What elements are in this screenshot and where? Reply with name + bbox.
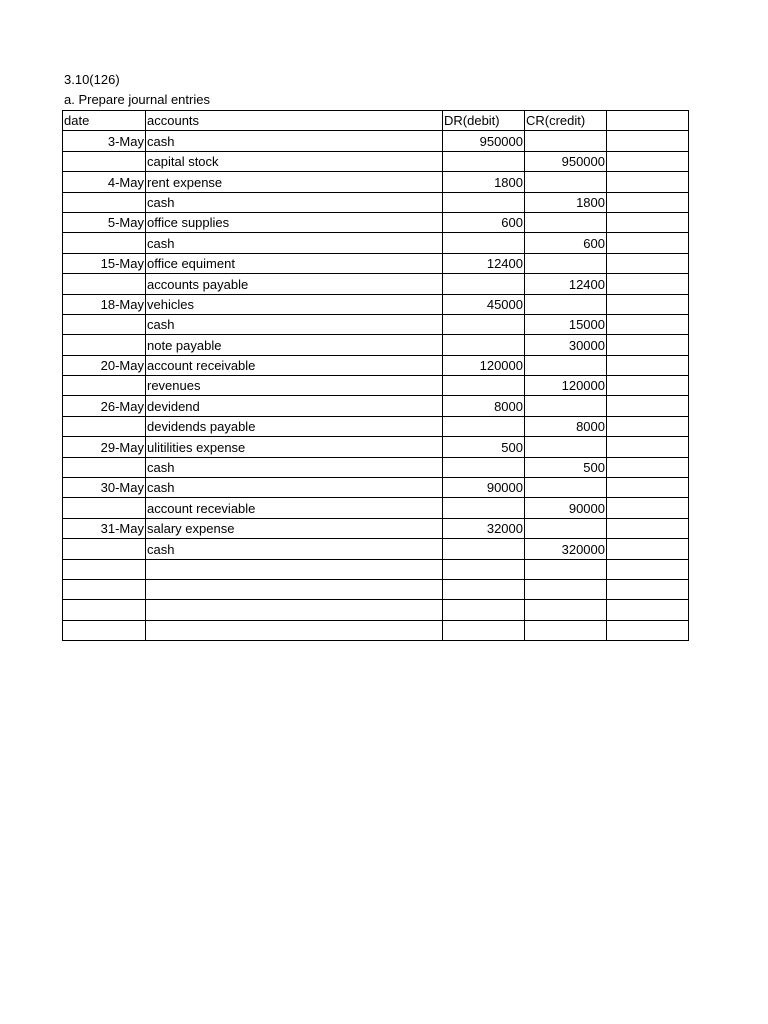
journal-table — [62, 110, 689, 641]
cell-debit[interactable]: 500 — [443, 437, 525, 457]
cell-date[interactable]: 5-May — [63, 212, 146, 232]
cell-date[interactable] — [63, 457, 146, 477]
cell-date[interactable]: 20-May — [63, 355, 146, 375]
cell-credit[interactable] — [525, 620, 607, 640]
cell-date[interactable] — [63, 274, 146, 294]
table-row — [63, 457, 689, 477]
cell-credit[interactable] — [525, 478, 607, 498]
table-row — [63, 274, 689, 294]
header-credit[interactable]: CR(credit) — [525, 111, 607, 131]
table-row — [63, 518, 689, 538]
table-row — [63, 355, 689, 375]
table-row — [63, 253, 689, 273]
cell-credit[interactable]: 320000 — [525, 539, 607, 559]
cell-account[interactable]: ulitilities expense — [146, 437, 443, 457]
cell-account[interactable]: account receviable — [146, 498, 443, 518]
table-row — [63, 376, 689, 396]
cell-extra[interactable] — [607, 172, 689, 192]
header-row — [63, 111, 689, 131]
table-row — [63, 192, 689, 212]
table-row — [63, 151, 689, 171]
cell-credit[interactable]: 950000 — [525, 151, 607, 171]
cell-date[interactable]: 30-May — [63, 478, 146, 498]
cell-debit[interactable] — [443, 274, 525, 294]
cell-debit[interactable]: 90000 — [443, 478, 525, 498]
cell-credit[interactable]: 90000 — [525, 498, 607, 518]
header-accounts[interactable]: accounts — [146, 111, 443, 131]
cell-debit[interactable] — [443, 151, 525, 171]
cell-credit[interactable] — [525, 294, 607, 314]
cell-extra[interactable] — [607, 539, 689, 559]
cell-date[interactable] — [63, 416, 146, 436]
cell-credit[interactable] — [525, 518, 607, 538]
cell-credit[interactable]: 1800 — [525, 192, 607, 212]
cell-date[interactable] — [63, 579, 146, 599]
cell-credit[interactable] — [525, 559, 607, 579]
table-row — [63, 396, 689, 416]
cell-credit[interactable]: 500 — [525, 457, 607, 477]
table-row — [63, 620, 689, 640]
cell-extra[interactable] — [607, 518, 689, 538]
cell-date[interactable] — [63, 233, 146, 253]
table-row — [63, 579, 689, 599]
cell-date[interactable] — [63, 376, 146, 396]
cell-debit[interactable] — [443, 620, 525, 640]
cell-account[interactable]: cash — [146, 539, 443, 559]
cell-debit[interactable] — [443, 335, 525, 355]
cell-debit[interactable]: 1800 — [443, 172, 525, 192]
cell-date[interactable] — [63, 498, 146, 518]
cell-debit[interactable] — [443, 233, 525, 253]
cell-debit[interactable]: 120000 — [443, 355, 525, 375]
cell-credit[interactable] — [525, 172, 607, 192]
table-row — [63, 559, 689, 579]
cell-debit[interactable] — [443, 600, 525, 620]
cell-account[interactable]: accounts payable — [146, 274, 443, 294]
cell-credit[interactable] — [525, 600, 607, 620]
cell-extra[interactable] — [607, 376, 689, 396]
sheet-title: 3.10(126) — [64, 72, 120, 87]
cell-extra[interactable] — [607, 600, 689, 620]
cell-extra[interactable] — [607, 192, 689, 212]
cell-debit[interactable] — [443, 314, 525, 334]
cell-account[interactable]: note payable — [146, 335, 443, 355]
cell-account[interactable]: cash — [146, 131, 443, 151]
cell-debit[interactable] — [443, 498, 525, 518]
journal-table-body — [63, 111, 689, 641]
cell-date[interactable]: 31-May — [63, 518, 146, 538]
table-row — [63, 294, 689, 314]
cell-account[interactable]: vehicles — [146, 294, 443, 314]
table-row — [63, 498, 689, 518]
cell-credit[interactable]: 30000 — [525, 335, 607, 355]
cell-extra[interactable] — [607, 253, 689, 273]
cell-account[interactable]: office supplies — [146, 212, 443, 232]
cell-extra[interactable] — [607, 498, 689, 518]
cell-account[interactable]: revenues — [146, 376, 443, 396]
cell-date[interactable] — [63, 192, 146, 212]
cell-extra[interactable] — [607, 314, 689, 334]
cell-account[interactable]: capital stock — [146, 151, 443, 171]
cell-extra[interactable] — [607, 131, 689, 151]
cell-credit[interactable]: 8000 — [525, 416, 607, 436]
cell-extra[interactable] — [607, 233, 689, 253]
cell-debit[interactable] — [443, 559, 525, 579]
sheet-subtitle: a. Prepare journal entries — [64, 92, 210, 107]
cell-credit[interactable] — [525, 212, 607, 232]
cell-extra[interactable] — [607, 559, 689, 579]
cell-account[interactable]: rent expense — [146, 172, 443, 192]
cell-debit[interactable] — [443, 539, 525, 559]
cell-extra[interactable] — [607, 294, 689, 314]
cell-date[interactable]: 3-May — [63, 131, 146, 151]
cell-date[interactable]: 18-May — [63, 294, 146, 314]
cell-account[interactable] — [146, 620, 443, 640]
table-row — [63, 478, 689, 498]
cell-account[interactable]: cash — [146, 478, 443, 498]
cell-credit[interactable] — [525, 579, 607, 599]
table-row — [63, 314, 689, 334]
cell-account[interactable]: devidend — [146, 396, 443, 416]
cell-date[interactable] — [63, 620, 146, 640]
cell-date[interactable] — [63, 335, 146, 355]
cell-date[interactable] — [63, 559, 146, 579]
table-row — [63, 600, 689, 620]
cell-debit[interactable] — [443, 416, 525, 436]
cell-debit[interactable]: 12400 — [443, 253, 525, 273]
table-row — [63, 335, 689, 355]
table-row — [63, 539, 689, 559]
cell-debit[interactable]: 600 — [443, 212, 525, 232]
cell-extra[interactable] — [607, 335, 689, 355]
cell-account[interactable]: cash — [146, 314, 443, 334]
cell-debit[interactable]: 32000 — [443, 518, 525, 538]
cell-extra[interactable] — [607, 212, 689, 232]
header-debit[interactable]: DR(debit) — [443, 111, 525, 131]
cell-account[interactable]: salary expense — [146, 518, 443, 538]
cell-date[interactable]: 29-May — [63, 437, 146, 457]
cell-debit[interactable] — [443, 579, 525, 599]
table-row — [63, 131, 689, 151]
cell-credit[interactable]: 12400 — [525, 274, 607, 294]
cell-debit[interactable]: 950000 — [443, 131, 525, 151]
cell-credit[interactable]: 600 — [525, 233, 607, 253]
cell-credit[interactable] — [525, 355, 607, 375]
cell-debit[interactable] — [443, 376, 525, 396]
cell-account[interactable]: account receivable — [146, 355, 443, 375]
header-extra[interactable] — [607, 111, 689, 131]
cell-credit[interactable] — [525, 253, 607, 273]
cell-account[interactable]: cash — [146, 457, 443, 477]
cell-date[interactable] — [63, 314, 146, 334]
cell-date[interactable] — [63, 539, 146, 559]
table-row — [63, 172, 689, 192]
cell-date[interactable] — [63, 600, 146, 620]
cell-account[interactable] — [146, 579, 443, 599]
cell-credit[interactable] — [525, 396, 607, 416]
cell-extra[interactable] — [607, 478, 689, 498]
cell-account[interactable] — [146, 600, 443, 620]
cell-debit[interactable] — [443, 192, 525, 212]
table-row — [63, 437, 689, 457]
cell-extra[interactable] — [607, 416, 689, 436]
header-date[interactable]: date — [63, 111, 146, 131]
cell-credit[interactable] — [525, 437, 607, 457]
cell-account[interactable]: office equiment — [146, 253, 443, 273]
cell-account[interactable]: cash — [146, 233, 443, 253]
cell-account[interactable] — [146, 559, 443, 579]
cell-account[interactable]: cash — [146, 192, 443, 212]
cell-extra[interactable] — [607, 437, 689, 457]
table-row — [63, 416, 689, 436]
cell-date[interactable] — [63, 151, 146, 171]
cell-account[interactable]: devidends payable — [146, 416, 443, 436]
table-row — [63, 212, 689, 232]
cell-extra[interactable] — [607, 396, 689, 416]
cell-credit[interactable]: 120000 — [525, 376, 607, 396]
cell-debit[interactable]: 45000 — [443, 294, 525, 314]
cell-date[interactable]: 15-May — [63, 253, 146, 273]
cell-extra[interactable] — [607, 274, 689, 294]
cell-credit[interactable] — [525, 131, 607, 151]
cell-debit[interactable]: 8000 — [443, 396, 525, 416]
cell-date[interactable]: 26-May — [63, 396, 146, 416]
cell-extra[interactable] — [607, 151, 689, 171]
cell-extra[interactable] — [607, 620, 689, 640]
cell-extra[interactable] — [607, 355, 689, 375]
cell-debit[interactable] — [443, 457, 525, 477]
cell-date[interactable]: 4-May — [63, 172, 146, 192]
cell-extra[interactable] — [607, 457, 689, 477]
table-row — [63, 233, 689, 253]
cell-credit[interactable]: 15000 — [525, 314, 607, 334]
cell-extra[interactable] — [607, 579, 689, 599]
